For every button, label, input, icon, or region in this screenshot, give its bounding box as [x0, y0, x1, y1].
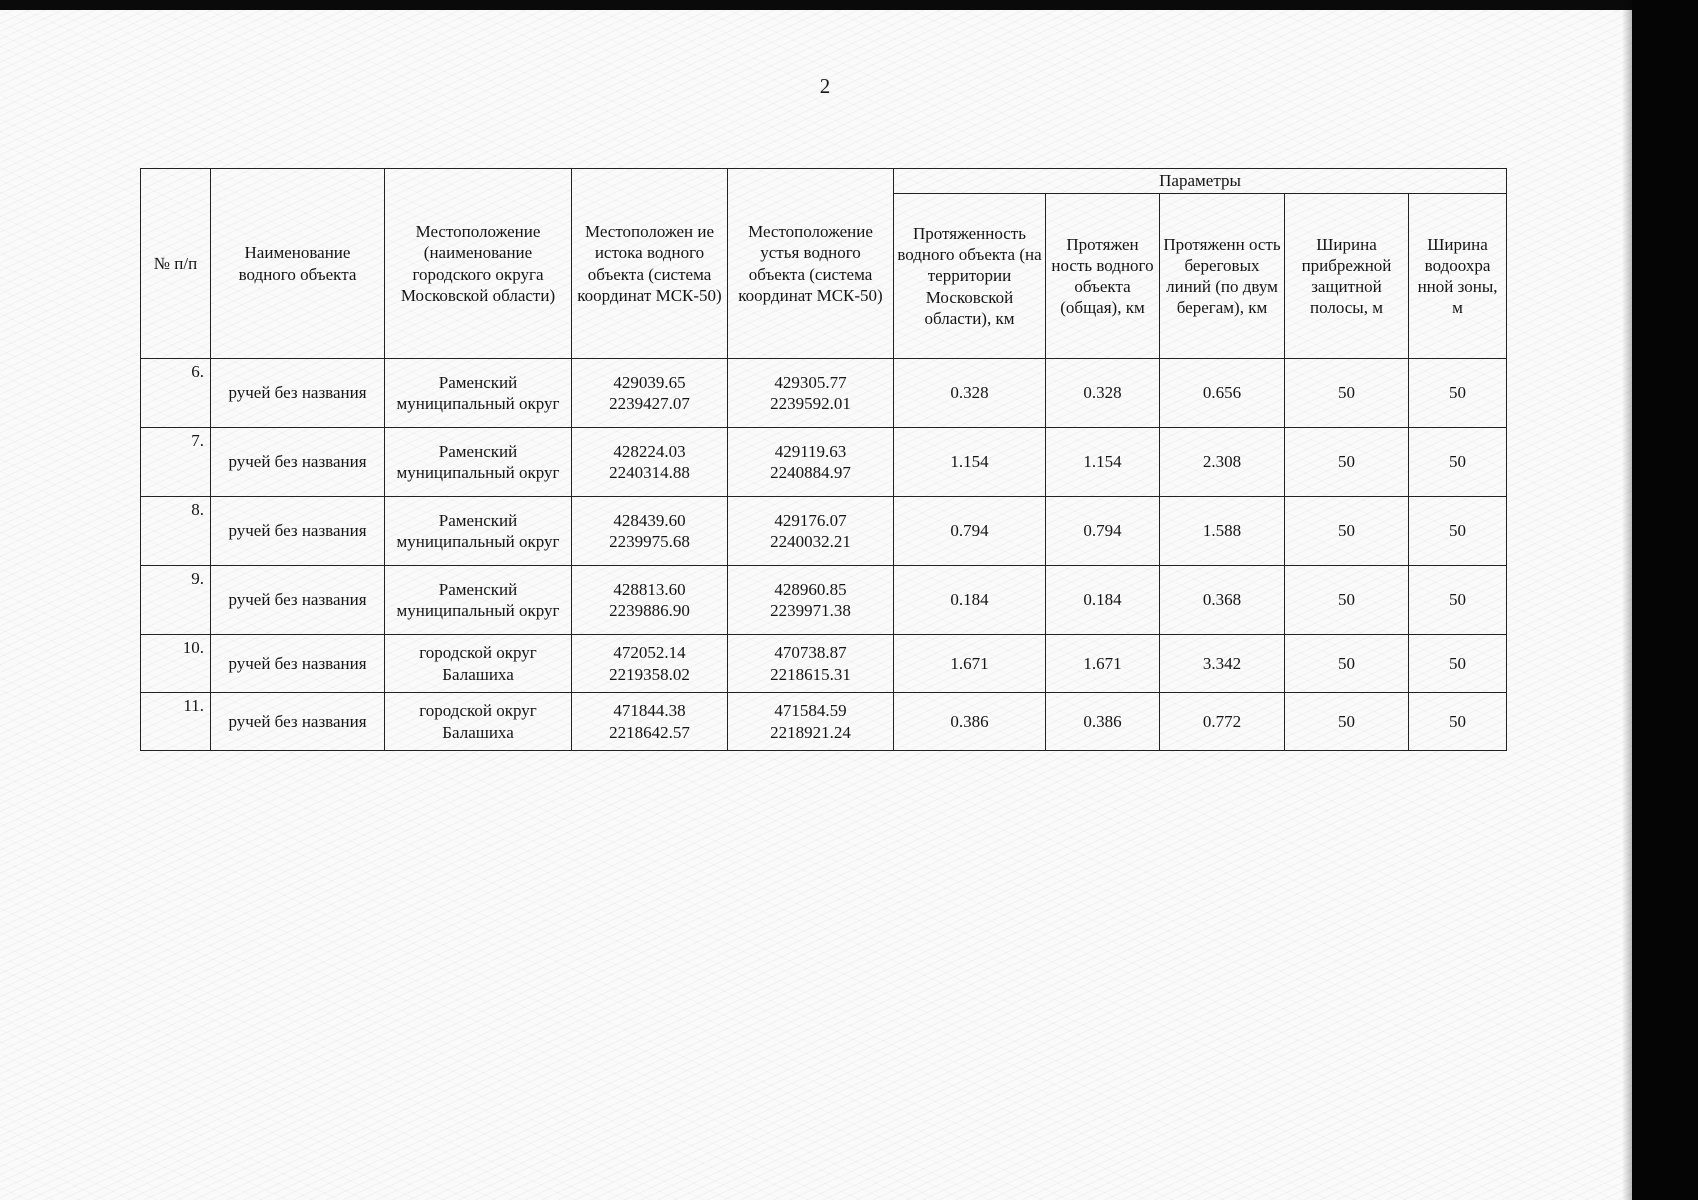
- row-shore-length: 0.368: [1160, 566, 1285, 635]
- mouth-x: 429119.63: [774, 441, 847, 461]
- mouth-y: 2240032.21: [770, 532, 851, 551]
- table-row: [141, 359, 1507, 428]
- source-y: 2219358.02: [609, 664, 690, 684]
- row-num: 8.: [141, 497, 211, 566]
- row-mouth: [728, 428, 894, 497]
- row-source: [572, 635, 728, 693]
- row-shore-length: 0.656: [1160, 359, 1285, 428]
- source-y: 2218642.57: [609, 722, 690, 742]
- row-num: 7.: [141, 428, 211, 497]
- row-location: Раменский муниципальный округ: [385, 497, 572, 566]
- mouth-x: 470738.87: [774, 643, 847, 663]
- row-protection-zone: 50: [1409, 428, 1507, 497]
- row-source: [572, 428, 728, 497]
- row-source: [572, 359, 728, 428]
- row-length-region: 0.328: [894, 359, 1046, 428]
- row-num: 9.: [141, 566, 211, 635]
- row-length-total: 1.154: [1046, 428, 1160, 497]
- header-coastal-strip: Ширина прибрежной защитной полосы, м: [1285, 194, 1409, 359]
- source-x: 472052.14: [613, 643, 686, 663]
- source-x: 428224.03: [613, 441, 686, 461]
- mouth-x: 429305.77: [774, 372, 847, 392]
- table-row: [141, 635, 1507, 693]
- row-length-region: 1.671: [894, 635, 1046, 693]
- row-source: [572, 693, 728, 751]
- row-mouth: [728, 693, 894, 751]
- row-length-total: 0.184: [1046, 566, 1160, 635]
- header-length-region: Протяженность водного объекта (на территории Московской области), км: [894, 194, 1046, 359]
- source-x: 428439.60: [613, 510, 686, 530]
- source-x: 428813.60: [613, 579, 686, 599]
- header-name: Наименование водного объекта: [211, 169, 385, 359]
- row-num: 6.: [141, 359, 211, 428]
- row-name: ручей без названия: [211, 693, 385, 751]
- mouth-x: 429176.07: [774, 510, 847, 530]
- row-location: Раменский муниципальный округ: [385, 359, 572, 428]
- table-row: [141, 566, 1507, 635]
- row-location: городской округ Балашиха: [385, 635, 572, 693]
- header-num: № п/п: [141, 169, 211, 359]
- row-protection-zone: 50: [1409, 566, 1507, 635]
- row-location: городской округ Балашиха: [385, 693, 572, 751]
- row-source: [572, 566, 728, 635]
- row-shore-length: 1.588: [1160, 497, 1285, 566]
- header-shore-length: Протяженн ость береговых линий (по двум берегам), км: [1160, 194, 1285, 359]
- row-protection-zone: 50: [1409, 497, 1507, 566]
- row-coastal-strip: 50: [1285, 635, 1409, 693]
- source-y: 2240314.88: [609, 463, 690, 482]
- table-row: [141, 693, 1507, 751]
- water-objects-table: [140, 168, 1507, 751]
- row-mouth: [728, 359, 894, 428]
- row-length-region: 0.386: [894, 693, 1046, 751]
- row-name: ручей без названия: [211, 566, 385, 635]
- mouth-x: 471584.59: [774, 701, 847, 721]
- row-name: ручей без названия: [211, 428, 385, 497]
- row-location: Раменский муниципальный округ: [385, 428, 572, 497]
- row-coastal-strip: 50: [1285, 359, 1409, 428]
- row-num: 10.: [141, 635, 211, 693]
- row-coastal-strip: 50: [1285, 428, 1409, 497]
- row-mouth: [728, 566, 894, 635]
- row-length-total: 1.671: [1046, 635, 1160, 693]
- mouth-y: 2239971.38: [770, 601, 851, 620]
- source-y: 2239975.68: [609, 532, 690, 551]
- scan-right-shadow: [1622, 0, 1632, 1200]
- row-length-region: 0.184: [894, 566, 1046, 635]
- row-shore-length: 3.342: [1160, 635, 1285, 693]
- scan-right-border: [1632, 0, 1698, 1200]
- row-coastal-strip: 50: [1285, 693, 1409, 751]
- mouth-y: 2218921.24: [770, 722, 851, 742]
- row-length-total: 0.794: [1046, 497, 1160, 566]
- header-source: Местоположен ие истока водного объекта (система координат МСК-50): [572, 169, 728, 359]
- source-y: 2239427.07: [609, 394, 690, 413]
- row-shore-length: 0.772: [1160, 693, 1285, 751]
- row-name: ручей без названия: [211, 635, 385, 693]
- page-number: 2: [819, 74, 831, 98]
- row-name: ручей без названия: [211, 359, 385, 428]
- row-mouth: [728, 635, 894, 693]
- source-x: 471844.38: [613, 701, 686, 721]
- row-shore-length: 2.308: [1160, 428, 1285, 497]
- table-row: [141, 497, 1507, 566]
- row-protection-zone: 50: [1409, 635, 1507, 693]
- row-coastal-strip: 50: [1285, 566, 1409, 635]
- row-mouth: [728, 497, 894, 566]
- row-location: Раменский муниципальный округ: [385, 566, 572, 635]
- header-params-group: Параметры: [894, 169, 1507, 194]
- source-y: 2239886.90: [609, 601, 690, 620]
- source-x: 429039.65: [613, 372, 686, 392]
- row-source: [572, 497, 728, 566]
- mouth-y: 2218615.31: [770, 664, 851, 684]
- header-mouth: Местоположение устья водного объекта (система координат МСК-50): [728, 169, 894, 359]
- row-num: 11.: [141, 693, 211, 751]
- row-length-total: 0.386: [1046, 693, 1160, 751]
- row-protection-zone: 50: [1409, 693, 1507, 751]
- row-coastal-strip: 50: [1285, 497, 1409, 566]
- header-location: Местоположение (наименование городского округа Московской области): [385, 169, 572, 359]
- header-protection-zone: Ширина водоохра нной зоны, м: [1409, 194, 1507, 359]
- mouth-y: 2239592.01: [770, 394, 851, 413]
- mouth-x: 428960.85: [774, 579, 847, 599]
- table-row: [141, 428, 1507, 497]
- row-length-total: 0.328: [1046, 359, 1160, 428]
- header-length-total: Протяжен ность водного объекта (общая), км: [1046, 194, 1160, 359]
- row-protection-zone: 50: [1409, 359, 1507, 428]
- row-name: ручей без названия: [211, 497, 385, 566]
- row-length-region: 0.794: [894, 497, 1046, 566]
- mouth-y: 2240884.97: [770, 463, 851, 482]
- row-length-region: 1.154: [894, 428, 1046, 497]
- scan-top-border: [0, 0, 1698, 10]
